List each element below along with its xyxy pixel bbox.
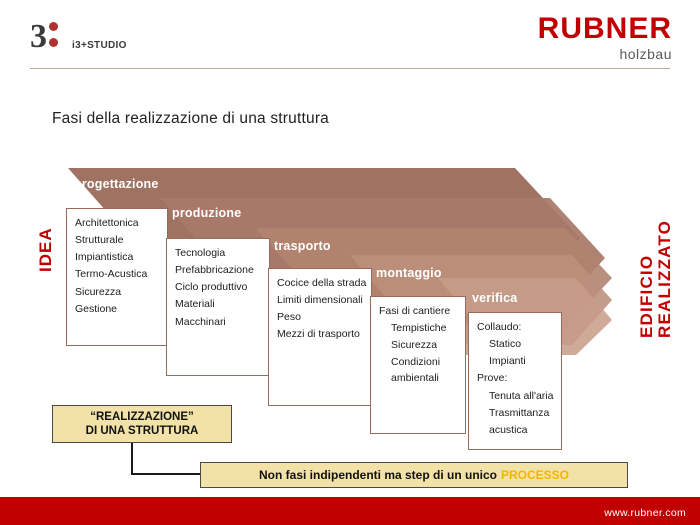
list-item: acustica <box>489 423 528 436</box>
brand-subtitle: holzbau <box>619 46 672 62</box>
list-item: Ciclo produttivo <box>175 281 248 294</box>
studio-logo-mark: 3 <box>30 18 44 56</box>
phase-box-montaggio <box>370 296 466 434</box>
list-item: Collaudo: <box>477 321 522 333</box>
list-item: Peso <box>277 311 301 324</box>
banner-highlight: PROCESSO <box>501 468 570 482</box>
phase-list-verifica <box>469 313 561 439</box>
footer-bar <box>0 497 700 525</box>
list-item: ambientali <box>391 371 439 384</box>
idea-label: IDEA <box>36 227 55 273</box>
phase-list-montaggio <box>371 297 465 387</box>
list-item: Tenuta all'aria <box>489 389 554 402</box>
callout-box <box>52 405 232 443</box>
callout-line-1: “REALIZZAZIONE” <box>90 410 194 423</box>
list-item: Tempistiche <box>391 322 447 335</box>
edificio-realizzato-label <box>638 168 684 338</box>
edificio-word: EDIFICIO <box>637 254 656 338</box>
callout-connector-horizontal <box>131 473 201 475</box>
list-item: Sicurezza <box>75 285 122 298</box>
phase-box-trasporto <box>268 268 372 406</box>
callout-connector-vertical <box>131 443 133 475</box>
list-item: Impiantistica <box>75 251 134 264</box>
studio-logo-label: i3+STUDIO <box>72 40 127 51</box>
list-item: Cocice della strada <box>277 277 367 289</box>
list-item: Strutturale <box>75 234 124 247</box>
phase-box-verifica <box>468 312 562 450</box>
phase-list-produzione <box>167 239 269 331</box>
phase-title-produzione: produzione <box>172 206 242 220</box>
list-item: Tecnologia <box>175 247 226 259</box>
rubner-logo <box>538 14 672 62</box>
list-item: Sicurezza <box>391 339 438 352</box>
bottom-banner <box>200 462 628 488</box>
brand-name: RUBNER <box>537 12 672 45</box>
realizzato-word: REALIZZATO <box>655 219 674 338</box>
list-item: Materiali <box>175 298 215 311</box>
list-item: Limiti dimensionali <box>277 294 363 307</box>
phase-title-trasporto: trasporto <box>274 239 331 253</box>
studio-logo <box>30 18 170 60</box>
callout-line-2: DI UNA STRUTTURA <box>85 425 199 437</box>
banner-text: Non fasi indipendenti ma step di un unico <box>258 468 497 482</box>
phase-list-trasporto <box>269 269 371 344</box>
list-item: Statico <box>489 338 522 351</box>
phase-list-progettazione <box>67 209 167 318</box>
list-item: Impianti <box>489 355 526 368</box>
list-item: Termo-Acustica <box>75 268 148 281</box>
list-item: Prove: <box>477 372 508 385</box>
phase-title-progettazione: progettazione <box>74 177 159 191</box>
list-item: Gestione <box>75 302 118 315</box>
footer-url: www.rubner.com <box>604 507 686 519</box>
page-title: Fasi della realizzazione di una struttura <box>52 110 330 127</box>
list-item: Architettonica <box>75 217 139 229</box>
header-divider <box>30 68 670 69</box>
phase-box-progettazione <box>66 208 168 346</box>
phase-title-verifica: verifica <box>472 291 518 305</box>
phase-box-produzione <box>166 238 270 376</box>
list-item: Macchinari <box>175 315 226 328</box>
list-item: Trasmittanza <box>489 406 550 419</box>
list-item: Mezzi di trasporto <box>277 328 360 341</box>
list-item: Prefabbricazione <box>175 264 254 277</box>
phase-title-montaggio: montaggio <box>376 266 442 280</box>
list-item: Condizioni <box>391 356 441 369</box>
list-item: Fasi di cantiere <box>379 305 451 317</box>
